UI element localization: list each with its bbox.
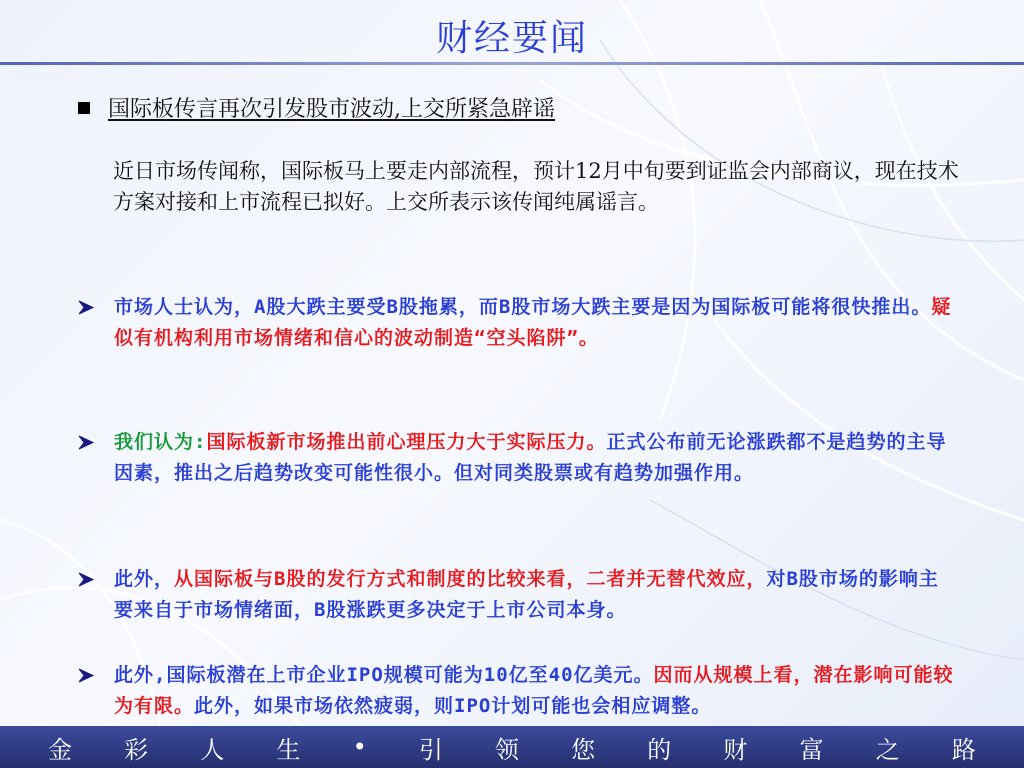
- list-item-text: [114, 660, 954, 722]
- footer-char: 富: [799, 735, 824, 764]
- headline-text: 国际板传言再次引发股市波动,上交所紧急辟谣: [108, 97, 555, 122]
- footer-char: 金: [48, 735, 72, 764]
- list-item-text: [114, 427, 954, 489]
- text-segment: 因而从规模上看，潜在影响可能较为有限。: [114, 664, 954, 717]
- title-bar: [0, 0, 1024, 62]
- list-item-text: [114, 292, 954, 354]
- news-paragraph: 近日市场传闻称，国际板马上要走内部流程，预计12月中旬要到证监会内部商议，现在技术方案对接和上市流程已拟好。上交所表示该传闻纯属谣言。: [113, 159, 959, 214]
- footer-char: 路: [951, 735, 976, 764]
- footer-char: •: [352, 733, 367, 761]
- headline-bullet: [78, 92, 555, 123]
- footer-char: 生: [276, 735, 301, 764]
- footer-char: 领: [495, 735, 519, 764]
- footer-slogan: [0, 726, 1024, 768]
- arrow-bullet-icon: [76, 564, 98, 595]
- title-divider: [0, 62, 1024, 65]
- text-segment: 从国际板与B股的发行方式和制度的比较来看，二者并无替代效应，: [174, 568, 767, 590]
- text-segment: 疑似有机构利用市场情绪和信心的波动制造“空头陷阱”。: [114, 296, 952, 349]
- footer-char: 财: [723, 735, 748, 764]
- text-segment: 此外，如果市场依然疲弱，则IPO计划可能也会相应调整。: [194, 695, 712, 717]
- square-bullet-icon: [78, 102, 90, 114]
- footer-char: 彩: [124, 735, 149, 764]
- text-segment: 正式公布前无论涨跌都不是趋势的主导因素，推出之后趋势改变可能性很小。但对同类股票或有趋势加强作用。: [114, 431, 947, 484]
- page-title: 财经要闻: [435, 18, 588, 59]
- text-segment: 此外，: [114, 568, 175, 590]
- text-segment: 国际板新市场推出前心理压力大于实际压力。: [206, 431, 607, 453]
- text-segment: 我们认为:: [114, 431, 207, 453]
- footer-banner: [0, 726, 1024, 768]
- arrow-bullet-icon: [76, 660, 98, 691]
- arrow-bullet-icon: [76, 292, 98, 323]
- text-segment: 市场人士认为，A股大跌主要受B股拖累，: [114, 296, 479, 318]
- text-segment: 而B股市场大跌主要是因为国际板可能将很快推出。: [478, 296, 932, 318]
- list-item-text: [114, 564, 954, 626]
- footer-char: 之: [875, 735, 900, 764]
- footer-char: 人: [200, 735, 225, 764]
- arrow-bullet-icon: [76, 427, 98, 458]
- footer-char: 引: [418, 735, 443, 764]
- footer-char: 您: [571, 735, 596, 764]
- text-segment: 此外,国际板潜在上市企业IPO规模可能为10亿至40亿美元。: [114, 664, 654, 686]
- text-segment: 对B股市场的影响主要来自于市场情绪面，B股涨跌更多决定于上市公司本身。: [114, 568, 939, 621]
- footer-char: 的: [647, 735, 672, 764]
